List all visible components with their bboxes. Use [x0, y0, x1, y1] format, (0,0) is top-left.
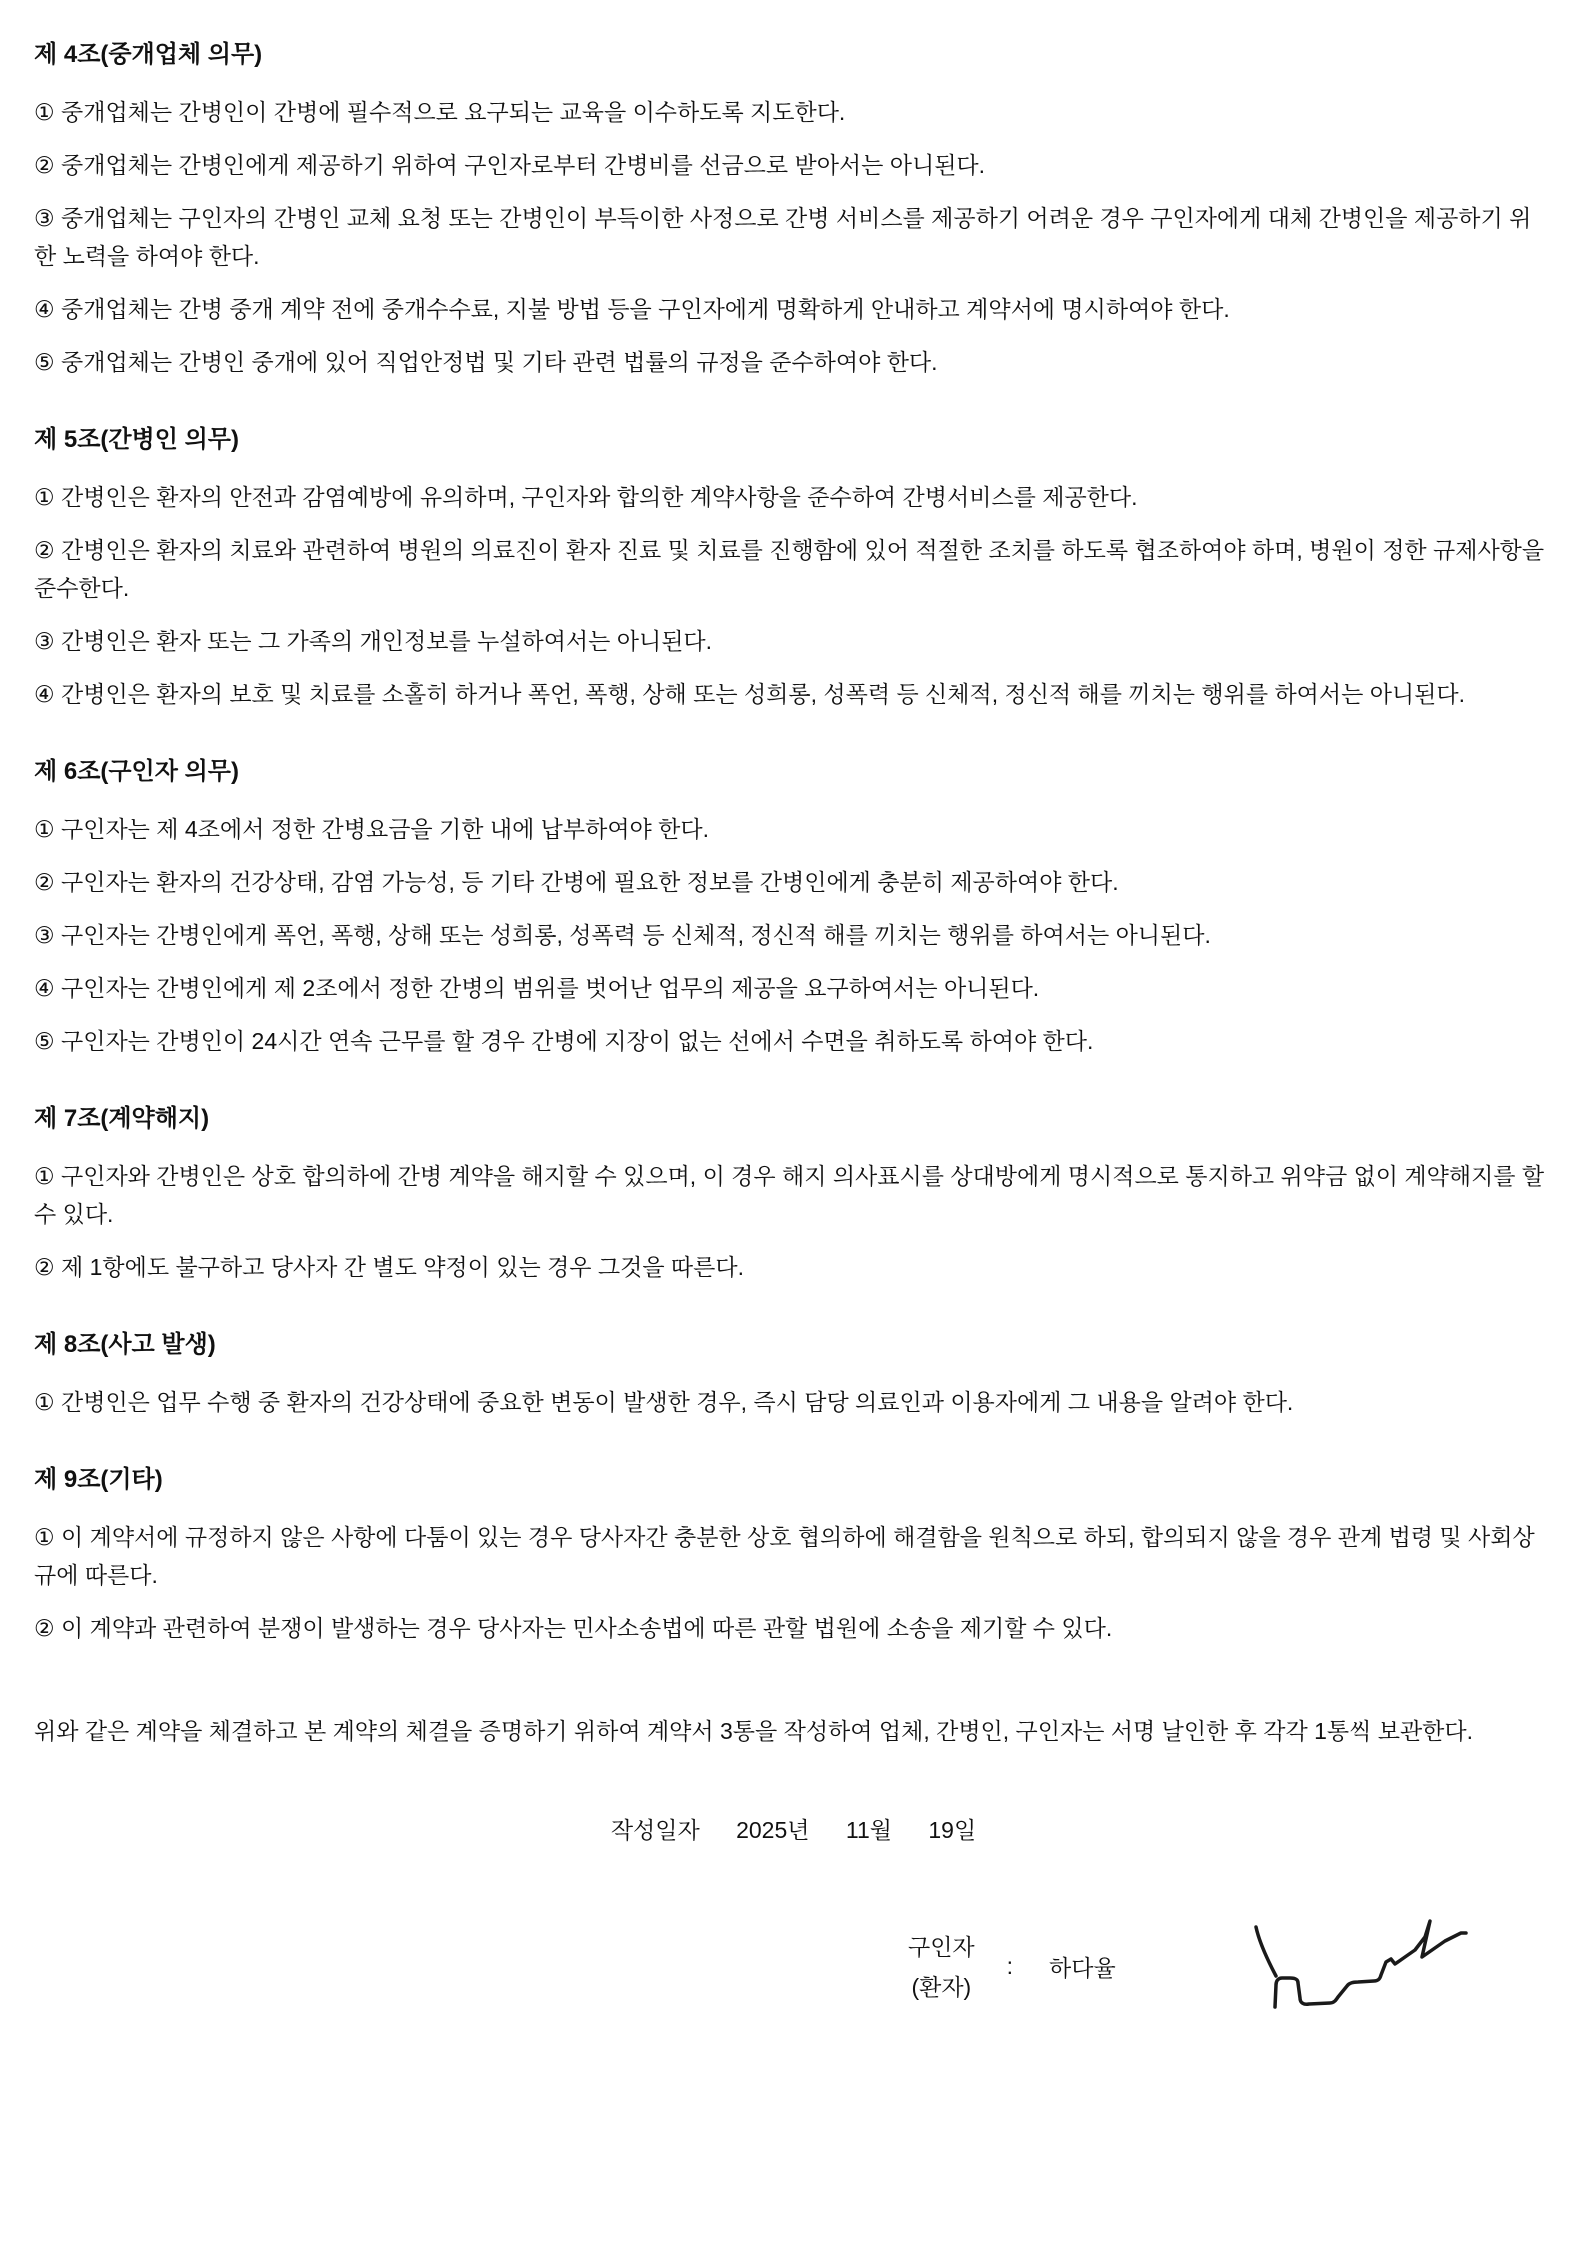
contract-clause: ③ 구인자는 간병인에게 폭언, 폭행, 상해 또는 성희롱, 성폭력 등 신체적, 정신적 해를 끼치는 행위를 하여서는 아니된다.	[34, 922, 1211, 948]
contract-clause: ④ 구인자는 간병인에게 제 2조에서 정한 간병의 범위를 벗어난 업무의 제공을 요구하여서는 아니된다.	[34, 975, 1040, 1001]
section-title: 제 4조(중개업체 의무)	[34, 41, 263, 68]
date-year: 2025년	[736, 1817, 810, 1843]
handwritten-signature-scribble	[1248, 1919, 1468, 2014]
contract-clause: ② 중개업체는 간병인에게 제공하기 위하여 구인자로부터 간병비를 선금으로 받아서는 아니된다.	[34, 152, 986, 178]
contract-clause: ① 구인자는 제 4조에서 정한 간병요금을 기한 내에 납부하여야 한다.	[34, 816, 709, 842]
signer-role-label	[908, 1927, 975, 2007]
section-title: 제 9조(기타)	[34, 1466, 163, 1493]
contract-clause: ① 이 계약서에 규정하지 않은 사항에 다툼이 있는 경우 당사자간 충분한 상호 협의하에 해결함을 원칙으로 하되, 합의되지 않을 경우 관계 법령 및 사회상규에 따른다.	[34, 1524, 1535, 1588]
contract-clause: ① 중개업체는 간병인이 간병에 필수적으로 요구되는 교육을 이수하도록 지도한다.	[34, 99, 846, 125]
contract-section-article-9	[34, 1461, 1553, 1647]
date-month: 11월	[845, 1817, 892, 1843]
contract-clause: ③ 간병인은 환자 또는 그 가족의 개인정보를 누설하여서는 아니된다.	[34, 628, 713, 654]
contract-clause: ① 간병인은 환자의 안전과 감염예방에 유의하며, 구인자와 합의한 계약사항을 준수하여 간병서비스를 제공한다.	[34, 484, 1138, 510]
contract-clause: ⑤ 구인자는 간병인이 24시간 연속 근무를 할 경우 간병에 지장이 없는 선에서 수면을 취하도록 하여야 한다.	[34, 1028, 1094, 1054]
signer-name: 하다율	[1049, 1955, 1116, 1981]
signature-colon: :	[1006, 1953, 1014, 1979]
signer-role-line1: 구인자	[908, 1933, 975, 1960]
contract-section-article-6	[34, 753, 1553, 1060]
contract-clause: ④ 간병인은 환자의 보호 및 치료를 소홀히 하거나 폭언, 폭행, 상해 또는 성희롱, 성폭력 등 신체적, 정신적 해를 끼치는 행위를 하여서는 아니된다.	[34, 681, 1465, 707]
contract-section-article-5	[34, 421, 1553, 713]
contract-clause: ② 제 1항에도 불구하고 당사자 간 별도 약정이 있는 경우 그것을 따른다.	[34, 1254, 744, 1280]
signer-role-line2: (환자)	[911, 1973, 972, 2000]
contract-clause: ① 간병인은 업무 수행 중 환자의 건강상태에 중요한 변동이 발생한 경우, 즉시 담당 의료인과 이용자에게 그 내용을 알려야 한다.	[34, 1389, 1294, 1415]
date-line	[34, 1812, 1553, 1849]
contract-clause: ④ 중개업체는 간병 중개 계약 전에 중개수수료, 지불 방법 등을 구인자에게 명확하게 안내하고 계약서에 명시하여야 한다.	[34, 296, 1230, 322]
date-day: 19일	[928, 1817, 977, 1843]
contract-clause: ① 구인자와 간병인은 상호 합의하에 간병 계약을 해지할 수 있으며, 이 경우 해지 의사표시를 상대방에게 명시적으로 통지하고 위약금 없이 계약해지를 할 수 있다.	[34, 1163, 1545, 1227]
contract-section-article-4	[34, 36, 1553, 381]
contract-section-article-7	[34, 1100, 1553, 1286]
date-label: 작성일자	[610, 1817, 700, 1843]
section-title: 제 8조(사고 발생)	[34, 1331, 216, 1358]
signature-block	[908, 1919, 1553, 2014]
contract-clause: ② 구인자는 환자의 건강상태, 감염 가능성, 등 기타 간병에 필요한 정보를 간병인에게 충분히 제공하여야 한다.	[34, 869, 1119, 895]
contract-clause: ③ 중개업체는 구인자의 간병인 교체 요청 또는 간병인이 부득이한 사정으로 간병 서비스를 제공하기 어려운 경우 구인자에게 대체 간병인을 제공하기 위한 노력을 하여야 한다.	[34, 205, 1532, 269]
section-title: 제 7조(계약해지)	[34, 1105, 210, 1132]
closing-statement: 위와 같은 계약을 체결하고 본 계약의 체결을 증명하기 위하여 계약서 3통을 작성하여 업체, 간병인, 구인자는 서명 날인한 후 각각 1통씩 보관한다.	[34, 1718, 1473, 1744]
contract-clause: ⑤ 중개업체는 간병인 중개에 있어 직업안정법 및 기타 관련 법률의 규정을 준수하여야 한다.	[34, 349, 938, 375]
section-title: 제 5조(간병인 의무)	[34, 426, 239, 453]
contract-section-article-8	[34, 1326, 1553, 1421]
section-title: 제 6조(구인자 의무)	[34, 758, 239, 785]
contract-clause: ② 이 계약과 관련하여 분쟁이 발생하는 경우 당사자는 민사소송법에 따른 관할 법원에 소송을 제기할 수 있다.	[34, 1615, 1113, 1641]
contract-clause: ② 간병인은 환자의 치료와 관련하여 병원의 의료진이 환자 진료 및 치료를 진행함에 있어 적절한 조치를 하도록 협조하여야 하며, 병원이 정한 규제사항을 준수한다.	[34, 537, 1545, 601]
